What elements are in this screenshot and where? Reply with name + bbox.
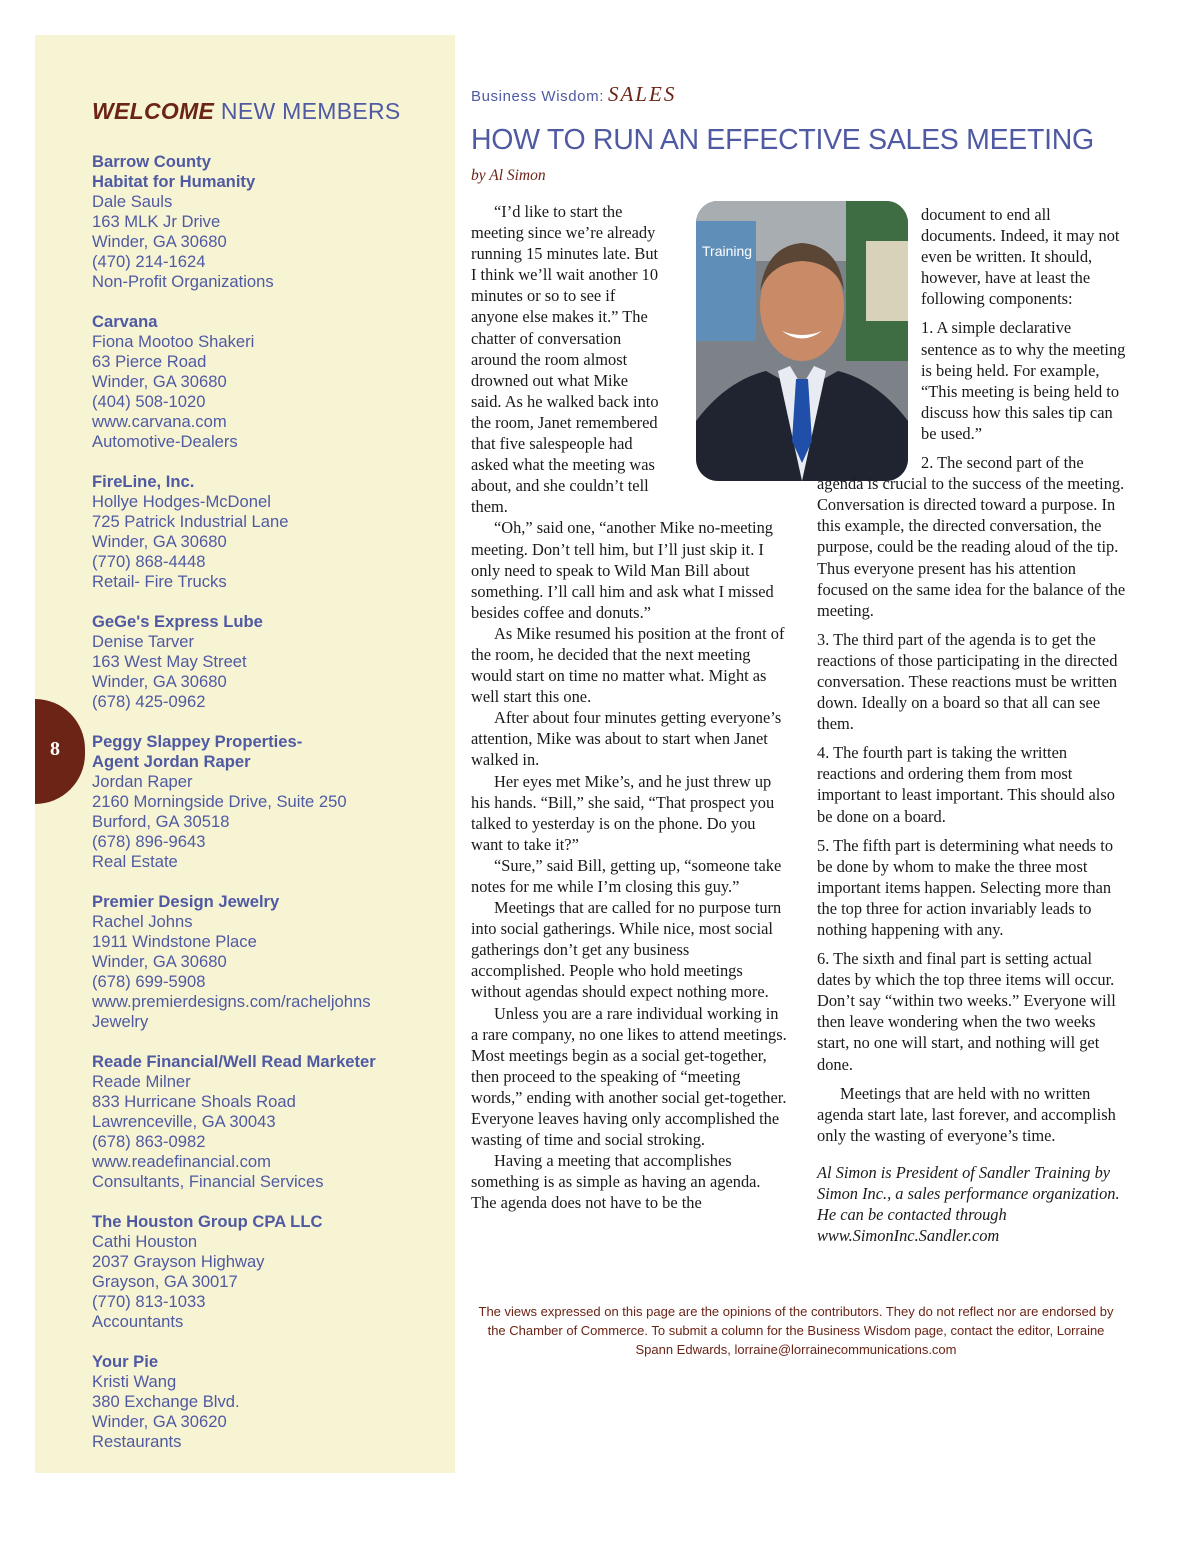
sidebar-title (92, 98, 401, 125)
member-detail: Denise Tarver (92, 632, 195, 651)
col1-paragraph: As Mike resumed his position at the front of the room, he decided that the next meeting would start on time no matter what. Might as well start this one. (471, 623, 785, 707)
member-detail: Winder, GA 30620 (92, 1412, 227, 1431)
member-entry (92, 1212, 452, 1332)
agenda-item: 3. The third part of the agenda is to get the reactions of those participating in the directed conversation. These reactions must be written down. Ideally on a board so that all can see them. (817, 629, 1118, 734)
member-name: Premier Design Jewelry (92, 892, 280, 911)
member-detail: (678) 699-5908 (92, 972, 206, 991)
member-detail: Consultants, Financial Services (92, 1172, 324, 1191)
member-name: Your Pie (92, 1352, 159, 1371)
member-detail: 1911 Windstone Place (92, 932, 257, 951)
col1-paragraph: “I’d like to start the meeting since we’re already running 15 minutes late. But I think we’ll wait another 10 minutes or so to see if anyone else makes it.” The chatter of conversation around the room almost drowned out what Mike said. As he walked back into the room, Janet remembered that five salespeople had asked what the meeting was about, and she couldn’t tell them. (471, 202, 659, 517)
member-detail: 833 Hurricane Shoals Road (92, 1092, 296, 1111)
member-name: FireLine, Inc. (92, 472, 195, 491)
member-detail: Accountants (92, 1312, 184, 1331)
member-name: Reade Financial/Well Read Marketer (92, 1052, 376, 1071)
member-detail: Burford, GA 30518 (92, 812, 230, 831)
member-detail: (404) 508-1020 (92, 392, 206, 411)
member-detail: 2037 Grayson Highway (92, 1252, 265, 1271)
kicker-label: Business Wisdom: (471, 88, 604, 105)
author-bio: Al Simon is President of Sandler Training by Simon Inc., a sales performance organization. He can be contacted through www.SimonInc.Sandler.com (817, 1162, 1120, 1246)
member-detail: Hollye Hodges-McDonel (92, 492, 271, 511)
agenda-item: 6. The sixth and final part is setting actual dates by which the top three items will occur. Don’t say “within two weeks.” Everyone will then leave wondering when the two weeks start, no one will start, and nothing will get done. (817, 949, 1116, 1074)
welcome-word: WELCOME (92, 98, 215, 124)
member-detail: Dale Sauls (92, 192, 173, 211)
col1-paragraph: Her eyes met Mike’s, and he just threw up his hands. “Bill,” she said, “That prospect you talked to yesterday is on the phone. Do you want to take it?” (471, 771, 775, 854)
member-detail: (770) 868-4448 (92, 552, 206, 571)
closing-paragraph: Meetings that are held with no written agenda start late, last forever, and accomplish only the wasting of everyone’s time. (817, 1083, 1116, 1145)
member-entry (92, 892, 452, 1032)
member-detail: Winder, GA 30680 (92, 532, 227, 551)
member-name: Peggy Slappey Properties- Agent Jordan Raper (92, 732, 303, 771)
member-detail: 63 Pierce Road (92, 352, 207, 371)
member-website-link[interactable]: www.premierdesigns.com/racheljohns (92, 992, 371, 1011)
member-detail: Cathi Houston (92, 1232, 198, 1251)
member-detail: Winder, GA 30680 (92, 372, 227, 391)
member-name: The Houston Group CPA LLC (92, 1212, 323, 1231)
col1-paragraph: “Sure,” said Bill, getting up, “someone take notes for me while I’m closing this guy.” (471, 855, 782, 896)
col1-paragraph: Meetings that are called for no purpose turn into social gatherings. While nice, most social gatherings don’t get any business accomplished. People who hold meetings without agendas should expect nothing more. (471, 898, 782, 1002)
article-byline: by Al Simon (471, 167, 546, 184)
col1-paragraph: Unless you are a rare individual working in a rare company, no one likes to attend meetings. Most meetings begin as a social get-together, then proceed to the speaking of “meeting words,” ending with another social get-together. Everyone leaves having only accomplished the wasting of time and social stroking. (471, 1003, 787, 1150)
member-detail: 163 MLK Jr Drive (92, 212, 221, 231)
article-column-2 (817, 204, 1129, 1246)
article-headline: HOW TO RUN AN EFFECTIVE SALES MEETING (471, 124, 1094, 156)
member-website-link[interactable]: www.readefinancial.com (92, 1152, 271, 1171)
member-detail: Winder, GA 30680 (92, 672, 227, 691)
member-entry (92, 312, 452, 452)
member-detail: (678) 863-0982 (92, 1132, 206, 1151)
member-entry (92, 472, 452, 592)
member-entry (92, 1052, 452, 1192)
member-website-link[interactable]: www.carvana.com (92, 412, 227, 431)
member-detail: 2160 Morningside Drive, Suite 250 (92, 792, 347, 811)
member-detail: (770) 813-1033 (92, 1292, 206, 1311)
member-detail: Retail- Fire Trucks (92, 572, 227, 591)
col1-paragraph: Having a meeting that accomplishes something is as simple as having an agenda. The agenda does not have to be the (471, 1151, 761, 1213)
member-name: GeGe's Express Lube (92, 612, 263, 631)
member-name: Barrow County Habitat for Humanity (92, 152, 256, 191)
member-detail: Lawrenceville, GA 30043 (92, 1112, 276, 1131)
member-entry (92, 1352, 452, 1452)
photo-sign-text: Training (702, 243, 753, 259)
agenda-item: 5. The fifth part is determining what needs to be done by whom to make the three most important items happen. Selecting more than the top three for action invariably leads to nothing happening with any. (817, 835, 1114, 939)
section-kicker (471, 82, 676, 107)
member-detail: Jewelry (92, 1012, 149, 1031)
member-detail: Restaurants (92, 1432, 182, 1451)
member-detail: Kristi Wang (92, 1372, 177, 1391)
member-detail: (678) 896-9643 (92, 832, 206, 851)
member-detail: 163 West May Street (92, 652, 247, 671)
member-name: Carvana (92, 312, 158, 331)
member-detail: (678) 425-0962 (92, 692, 206, 711)
section-name: SALES (607, 82, 677, 106)
member-detail: Jordan Raper (92, 772, 193, 791)
member-detail: Reade Milner (92, 1072, 191, 1091)
member-detail: Real Estate (92, 852, 178, 871)
member-detail: (470) 214-1624 (92, 252, 206, 271)
new-members-word: NEW MEMBERS (220, 98, 401, 124)
member-detail: 380 Exchange Blvd. (92, 1392, 240, 1411)
member-detail: Non-Profit Organizations (92, 272, 274, 291)
member-list (92, 152, 452, 1472)
disclaimer-footer: The views expressed on this page are the opinions of the contributors. They do not reflect nor are endorsed by the Chamber of Commerce. To submit a column for the Business Wisdom page, contact the editor, Lorraine Spann Edwards, lorraine@lorrainecommunications.com (478, 1304, 1114, 1357)
member-entry (92, 152, 452, 292)
col1-paragraph: After about four minutes getting everyone’s attention, Mike was about to start when Janet walked in. (471, 708, 782, 770)
col2-first-paragraph: document to end all documents. Indeed, it may not even be written. It should, however, have at least the following components: (921, 205, 1120, 309)
page-number: 8 (50, 738, 60, 760)
agenda-item: 2. The second part of the agenda is crucial to the success of the meeting. Conversation is directed toward a purpose. In this example, the directed conversation, the purpose, could be the reading aloud of the tip. Thus everyone present has his attention focused on the same idea for the balance of the meeting. (817, 453, 1126, 620)
member-detail: Winder, GA 30680 (92, 952, 227, 971)
col1-paragraph: “Oh,” said one, “another Mike no-meeting meeting. Don’t tell him, but I’ll just skip it. I only need to speak to Wild Man Bill about something. I’ll call him and ask what I missed besides coffee and donuts.” (471, 518, 774, 622)
agenda-item: 4. The fourth part is taking the written reactions and ordering them from most important to least important. This should also be done on a board. (817, 743, 1115, 826)
member-detail: Automotive-Dealers (92, 432, 238, 451)
member-detail: Grayson, GA 30017 (92, 1272, 238, 1291)
member-detail: 725 Patrick Industrial Lane (92, 512, 289, 531)
member-entry (92, 612, 452, 712)
member-entry (92, 732, 452, 872)
article-column-1 (471, 201, 787, 1214)
agenda-item: 1. A simple declarative sentence as to why the meeting is being held. For example, “This meeting is being held to discuss how this sales tip can be used.” (921, 318, 1126, 443)
member-detail: Winder, GA 30680 (92, 232, 227, 251)
member-detail: Rachel Johns (92, 912, 193, 931)
member-detail: Fiona Mootoo Shakeri (92, 332, 255, 351)
